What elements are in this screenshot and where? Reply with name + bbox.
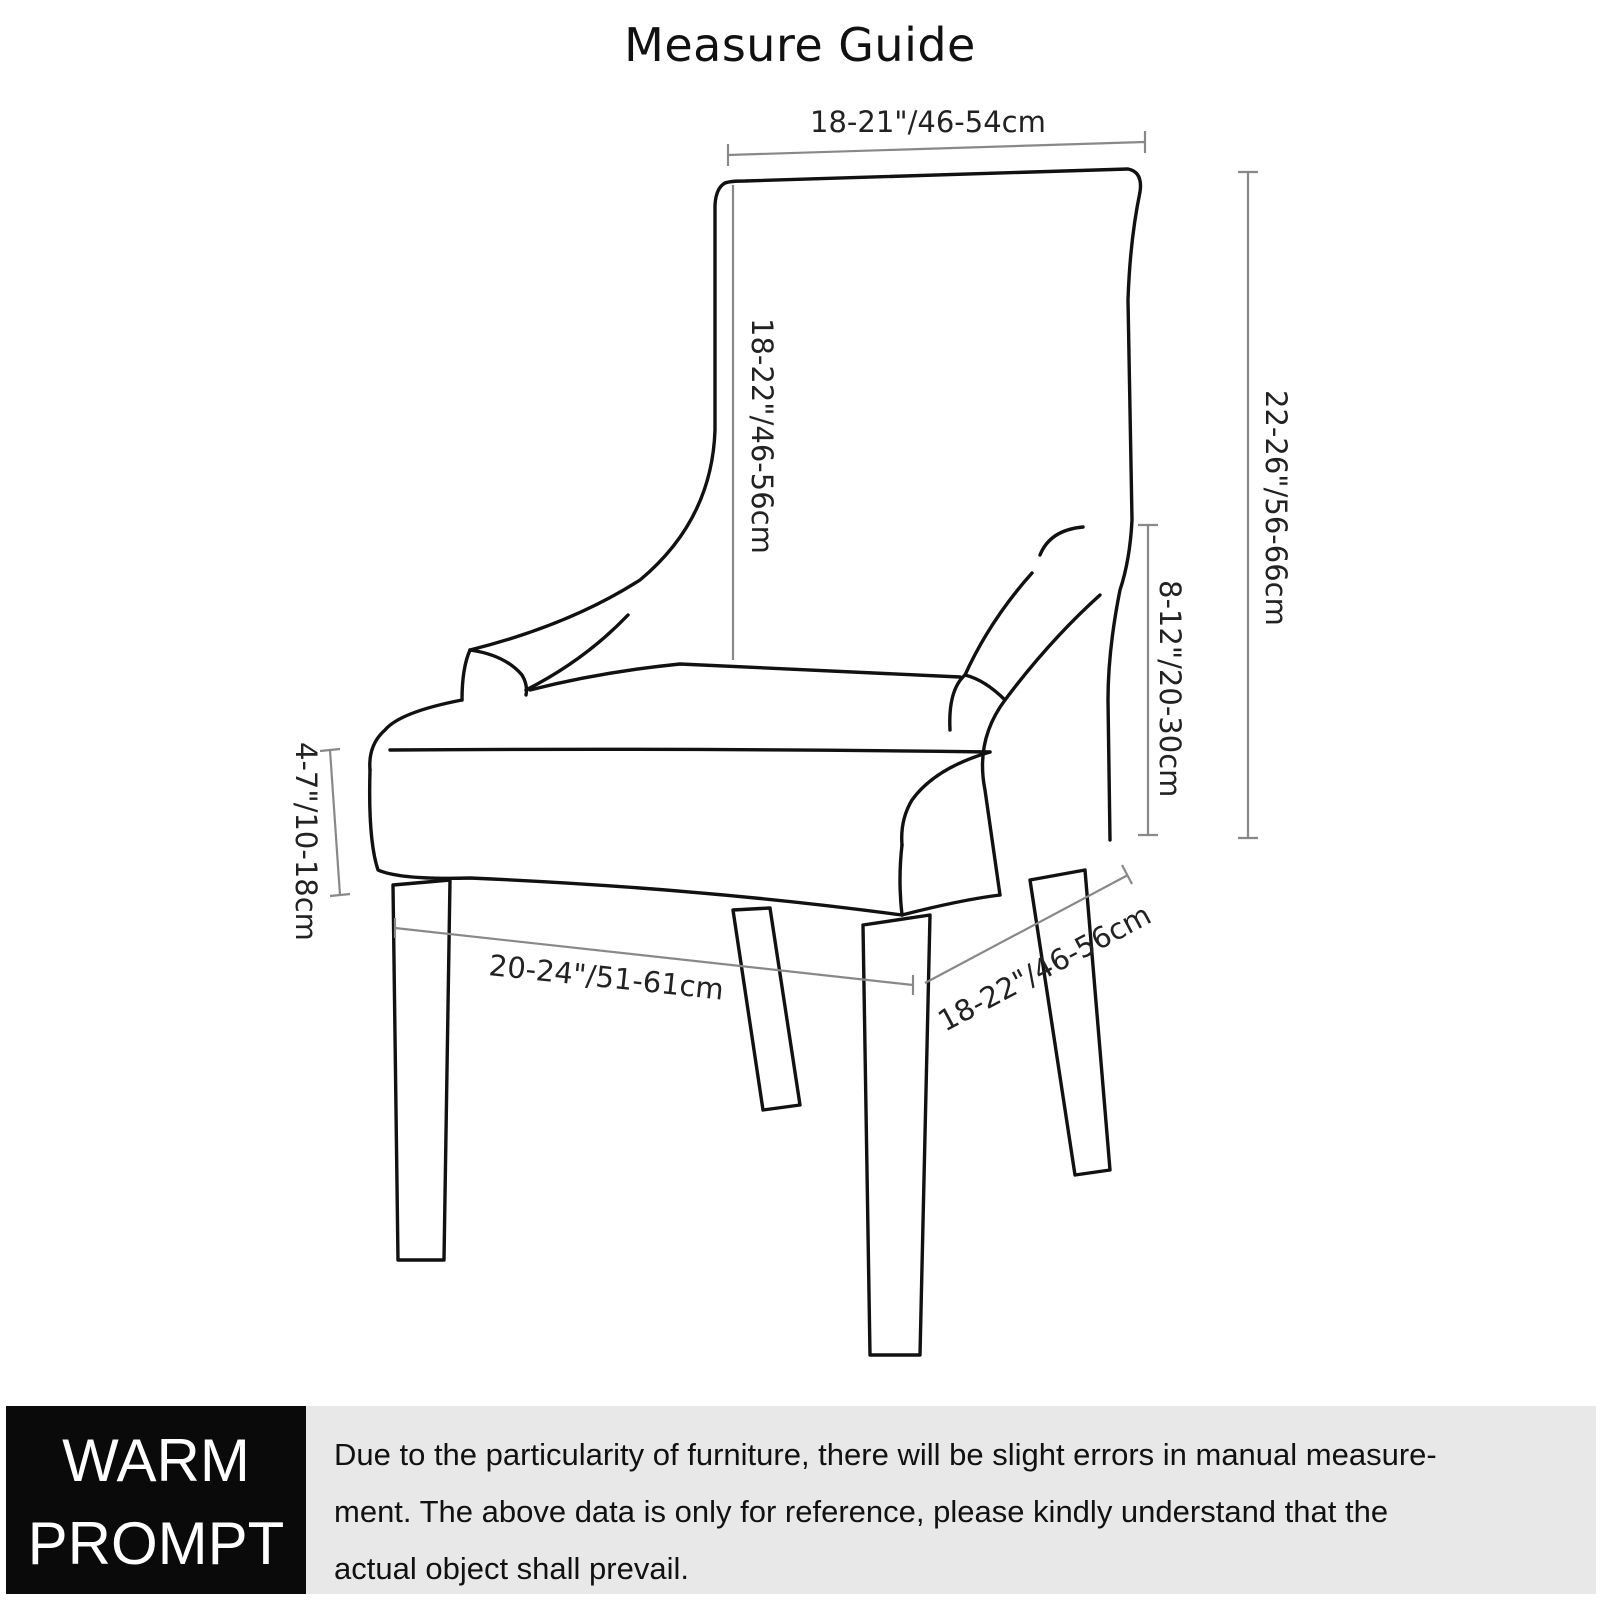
chair-right-arm-lower [1005,595,1100,700]
label-back-width: 18-21"/46-54cm [810,105,1046,139]
chair-leg-back-left [733,908,800,1110]
chair-leg-front-left [393,880,450,1260]
chair-left-arm [462,650,470,700]
warm-label-line1: WARM [62,1427,250,1494]
warm-prompt-label [6,1406,306,1594]
chair-backrest [725,169,1141,840]
warm-prompt-message [306,1406,1596,1594]
warm-label-line2: PROMPT [27,1510,285,1577]
notice-line-1: Due to the particularity of furniture, there will be slight errors in manual measure- [334,1437,1437,1472]
chair-leg-back-right [1030,870,1110,1175]
label-total-height: 22-26"/56-66cm [1259,390,1293,626]
chair-backrest-left-edge [470,183,725,650]
dimension-labels [289,105,1293,1038]
chair-seat-left-edge [370,700,462,770]
label-seat-depth: 18-22"/46-56cm [932,897,1157,1039]
chair-skirt-side [902,895,1000,915]
label-arm-height: 8-12"/20-30cm [1153,580,1187,798]
dimension-lines [320,131,1258,995]
warm-prompt-text [334,1426,1584,1597]
chair-left-arm-curve [470,650,527,695]
chair-right-arm-outer [965,573,1032,675]
notice-line-2: ment. The above data is only for reference, please kindly understand that the [334,1494,1389,1529]
chair-right-arm-side [965,675,1005,895]
notice-line-3: actual object shall prevail. [334,1551,689,1586]
chair-right-arm-top [1040,527,1083,555]
label-skirt-height: 4-7"/10-18cm [289,742,323,941]
warm-prompt-banner [6,1406,1596,1594]
chair-seat-right-corner [902,752,990,845]
page-title: Measure Guide [624,18,976,72]
chair-seat-front-edge [390,749,990,752]
chair-seat-back-edge [530,664,960,690]
chair-skirt-right [900,845,902,915]
label-seat-width: 20-24"/51-61cm [487,948,726,1007]
label-back-height: 18-22"/46-56cm [745,318,779,554]
chair-right-arm-front [950,675,965,730]
